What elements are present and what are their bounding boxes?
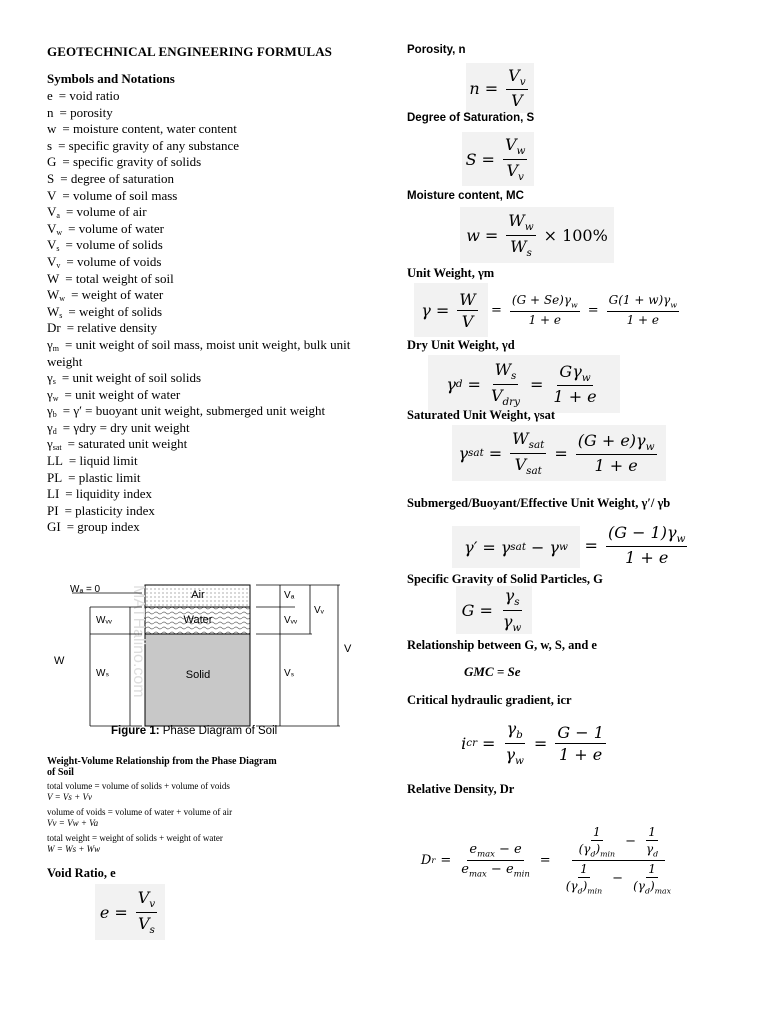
saturation-formula: S = $\frac{V_w}{V_v}$ <box>462 132 534 186</box>
ww-label: Wᵥᵥ <box>96 615 112 626</box>
symbol-row: PL = plastic limit <box>47 469 141 485</box>
symbol-row: GI = group index <box>47 519 140 535</box>
sub-unit-weight-formula-a: γ′ = γ sat − γ w <box>452 526 580 568</box>
symbol-row: n = porosity <box>47 104 113 120</box>
gmc-formula: GMC = Se <box>464 664 521 679</box>
relationship-heading: Relationship between G, w, S, and e <box>407 638 597 652</box>
air-label: Air <box>191 589 205 601</box>
relative-density-heading: Relative Density, Dr <box>407 782 515 796</box>
w-label: W <box>54 655 65 667</box>
symbol-list <box>47 88 377 536</box>
symbols-heading: Symbols and Notations <box>47 71 175 86</box>
symbol-row: W = total weight of soil <box>47 270 174 286</box>
water-label: Water <box>183 614 213 626</box>
diagram-caption: Figure 1: Phase Diagram of Soil <box>111 725 278 737</box>
saturation-heading: Degree of Saturation, S <box>407 112 535 124</box>
porosity-formula: n = $\frac{V_v}{V}$ <box>466 63 534 113</box>
critical-gradient-heading: Critical hydraulic gradient, icr <box>407 693 572 707</box>
solid-label: Solid <box>185 669 211 681</box>
vw-label: Vᵥᵥ <box>284 615 298 626</box>
va-label: Vₐ <box>284 590 295 601</box>
symbol-row: G = specific gravity of solids <box>47 154 202 170</box>
symbol-row: $\gamma_s$ = unit weight of soil solids <box>47 370 202 387</box>
symbol-row: s = specific gravity of any substance <box>47 137 240 153</box>
sub-unit-weight-formula-b: = $\frac{(G - 1)\gamma_w}{1 + e}$ <box>584 522 686 568</box>
unit-weight-formula-a: γ = $\frac{W}{V}$ <box>414 283 488 337</box>
symbol-row: S = degree of saturation <box>47 170 175 186</box>
symbol-row: $\gamma_m$ = unit weight of soil mass, moist unit weight, bulk unit weight <box>47 336 351 369</box>
v-label: V <box>344 643 352 655</box>
symbol-row: $V_v$ = volume of voids <box>47 253 162 270</box>
void-ratio-heading: Void Ratio, e <box>47 866 116 880</box>
void-ratio-formula: e = $\frac{V_v}{V_s}$ <box>95 884 165 940</box>
specific-gravity-heading: Specific Gravity of Solid Particles, G <box>407 572 603 586</box>
symbol-row: $V_a$ = volume of air <box>47 204 147 221</box>
symbol-row: e = void ratio <box>47 88 120 103</box>
symbol-row: $\gamma_d = \gamma dry$ = dry unit weight <box>47 419 190 436</box>
moisture-heading: Moisture content, MC <box>407 190 524 202</box>
porosity-heading: Porosity, n <box>407 44 466 56</box>
unit-weight-heading: Unit Weight, γm <box>407 266 495 280</box>
symbol-row: $\gamma_b = \gamma'$ = buoyant unit weight, submerged unit weight <box>47 403 326 420</box>
critical-gradient-formula: i cr = $\frac{\gamma_b}{\gamma_w}$ = $\frac{G - 1}{1 + e}$ <box>461 719 604 767</box>
moisture-formula: w = $\frac{W_w}{W_s}$ × 100% <box>460 207 614 263</box>
symbol-row: LI = liquidity index <box>47 486 153 502</box>
sat-unit-weight-formula: γ sat = $\frac{W_{sat}}{V_{sat}}$ = $\frac{(G + e)\gamma_w}{1 + e}$ <box>452 425 666 481</box>
symbol-row: PI = plasticity index <box>47 502 155 518</box>
symbol-row: $V_s$ = volume of solids <box>47 237 163 254</box>
sub-unit-weight-heading: Submerged/Buoyant/Effective Unit Weight, γ′/ γb <box>407 496 671 510</box>
symbol-row: w = moisture content, water content <box>47 121 237 137</box>
symbol-row: $\gamma_{sat}$ = saturated unit weight <box>47 436 188 453</box>
sat-unit-weight-heading: Saturated Unit Weight, γsat <box>407 408 555 422</box>
watermark: MATHalino.com <box>130 585 147 698</box>
symbol-row: Dr = relative density <box>47 320 158 336</box>
specific-gravity-formula: G = $\frac{\gamma_s}{\gamma_w}$ <box>456 586 532 634</box>
symbol-row: V = volume of soil mass <box>47 187 178 203</box>
symbol-row: $W_s$ = weight of solids <box>47 303 163 320</box>
vv-label: Vᵥ <box>314 605 324 616</box>
ws-label: Wₛ <box>96 668 110 679</box>
dry-unit-weight-heading: Dry Unit Weight, γd <box>407 338 515 352</box>
symbol-row: LL = liquid limit <box>47 453 138 469</box>
symbol-row: $W_w$ = weight of water <box>47 287 164 304</box>
wa-label: Wₐ = 0 <box>70 584 101 595</box>
left-column <box>47 44 377 536</box>
weight-volume-block: Weight-Volume Relationship from the Phase Diagram of Soil total volume = volume of solids + volume of voids V = Vs + Vv volume of voids = volume of water + volume of air Vv = Vw + Va total weight = weight of solids + weight of water W = Ws + Ww <box>47 756 277 854</box>
unit-weight-formula-b: = $\frac{(G + Se)\gamma_w}{1 + e}$ = $\frac{G(1 + w)\gamma_w}{1 + e}$ <box>491 293 678 327</box>
dry-unit-weight-formula: γ d = $\frac{W_s}{V_{dry}}$ = $\frac{G\gamma_w}{1 + e}$ <box>428 355 620 413</box>
relative-density-formula: D r = $\frac{e_{max} - e}{e_{max} - e_{min}}$ = $\frac{1}{(\gamma_d)_{min}}$ − $\frac{1}{\gamma_d}$ $\frac{1}{(\gamma_d)_{min}}$ − $\frac{1}{(\gamma_d)_{max}}$ <box>420 825 672 895</box>
symbol-row: $V_w$ = volume of water <box>47 220 164 237</box>
page-title: GEOTECHNICAL ENGINEERING FORMULAS <box>47 44 333 59</box>
vs-label: Vₛ <box>284 668 295 679</box>
phase-diagram <box>50 580 370 740</box>
symbol-row: $\gamma_w$ = unit weight of water <box>47 386 181 403</box>
